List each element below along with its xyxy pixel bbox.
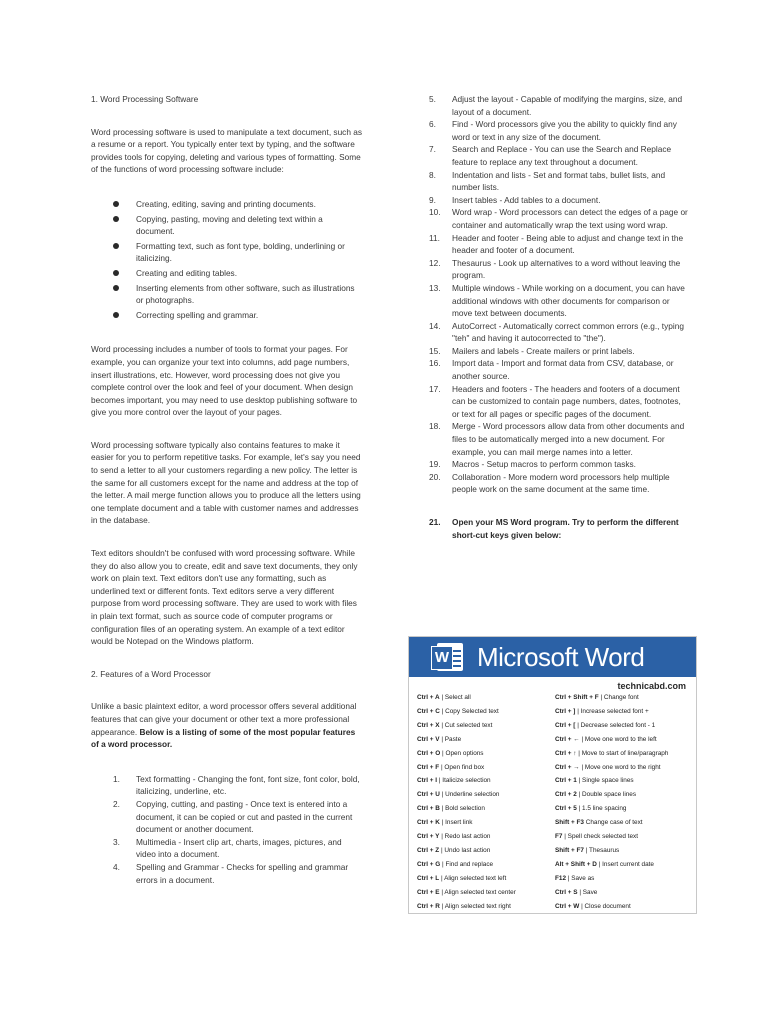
paragraph-repetitive-tasks: Word processing software typically also contains features to make it easier for you to perform repetitive tasks. For example, let's say you need to send a letter to all your customers regarding a new policy. The letter is the same for all customers except for the name and address at the top of the letter. A mail merge function allows you to produce all the letters using one template document and a table with customer names and addresses in the database.: [91, 439, 361, 526]
paragraph-features-intro: Unlike a basic plaintext editor, a word processor offers several additional features that can give your document or other text a more professional appearance. Below is a listing of some of the most popular features of a word processor.: [91, 701, 357, 750]
shortcut-row: Ctrl + G | Find and replace: [417, 860, 494, 868]
list-item: 17. Headers and footers - The headers and footers of a document can be customized to contain page numbers, dates, footnotes, or text for all pages or specific pages of the document.: [429, 383, 681, 419]
list-item: 10. Word wrap - Word processors can detect the edges of a page or container and automatically wrap the text using word wrap.: [429, 207, 688, 230]
list-item: 8. Indentation and lists - Set and format tabs, bullet lists, and number lists.: [429, 169, 666, 193]
list-item: Creating and editing tables.: [91, 267, 363, 280]
shortcut-title: Microsoft Word: [477, 642, 645, 672]
bullet-icon: [113, 285, 119, 291]
shortcut-row: Ctrl + X | Cut selected text: [417, 721, 493, 729]
ms-word-logo-icon: W: [437, 643, 463, 671]
shortcut-row: Shift + F7 | Thesaurus: [555, 846, 620, 854]
list-item: 4. Spelling and Grammar - Checks for spelling and grammar errors in a document.: [113, 861, 349, 885]
list-item: Creating, editing, saving and printing documents.: [91, 198, 363, 211]
list-item: Inserting elements from other software, such as illustrations or photographs.: [91, 282, 363, 307]
shortcut-row: Ctrl + A | Select all: [417, 694, 471, 701]
shortcut-list-right: [555, 691, 697, 914]
list-item: 1. Text formatting - Changing the font, font size, font color, bold, italicizing, underline, etc.: [113, 773, 360, 797]
shortcut-row: Ctrl + [ | Decrease selected font - 1: [555, 721, 656, 729]
shortcut-row: Ctrl + F | Open find box: [417, 763, 485, 771]
word-shortcuts-image: [408, 636, 697, 914]
list-item: 15. Mailers and labels - Create mailers or print labels.: [429, 345, 635, 356]
shortcut-list-left: [417, 691, 557, 914]
features-list-left: [91, 773, 363, 886]
paragraph-text-editors: Text editors shouldn't be confused with word processing software. While they do also allow you to create, edit and save text documents, they only work on plain text. Text editors don't use any formatting, such as underlined text or different fonts. Text editors serve a very different purpose from word processing software. They are used to work with files in plain text format, such as source code of computer programs or configuration files of an operating system. An example of a text editor would be Notepad on the Windows platform.: [91, 548, 358, 647]
list-item: 12. Thesaurus - Look up alternatives to a word without leaving the program.: [429, 257, 681, 281]
list-item: 14. AutoCorrect - Automatically correct common errors (e.g., typing "teh" and having it autocorrected to "the").: [429, 320, 684, 344]
bullet-icon: [113, 216, 119, 222]
shortcut-row: Ctrl + 5 | 1.5 line spacing: [555, 805, 627, 813]
functions-bullet-list: [91, 198, 363, 321]
site-label: technicabd.com: [617, 681, 686, 691]
shortcut-row: Ctrl + K | Insert link: [417, 819, 473, 827]
intro-paragraph: Word processing software is used to manipulate a text document, such as a resume or a report. You typically enter text by typing, and the software provides tools for copying, deleting and various types of formatting. Some of the functions of word processing software include:: [91, 126, 363, 175]
shortcut-row: Ctrl + S | Save: [555, 888, 598, 896]
list-item: 3. Multimedia - Insert clip art, charts, images, pictures, and video into a document.: [113, 836, 342, 860]
shortcut-row: Ctrl + ] | Increase selected font +: [555, 707, 649, 715]
shortcut-row: Ctrl + Y | Redo last action: [417, 833, 491, 841]
left-column: [91, 93, 363, 886]
shortcut-row: F7 | Spell check selected text: [555, 833, 639, 841]
bullet-icon: [113, 270, 119, 276]
shortcut-row: F12 | Save as: [555, 874, 595, 882]
list-item: 9. Insert tables - Add tables to a document.: [429, 194, 601, 205]
list-item: 16. Import data - Import and format data from CSV, database, or another source.: [429, 358, 674, 382]
heading-word-processing-software: 1. Word Processing Software: [91, 94, 199, 104]
list-item: 6. Find - Word processors give you the ability to quickly find any word or text in any size of the document.: [429, 119, 677, 142]
list-item: 5. Adjust the layout - Capable of modifying the margins, size, and layout of a document.: [429, 94, 683, 117]
list-item: 2. Copying, cutting, and pasting - Once text is entered into a document, it can be copied or cut and pasted in the current document or another document.: [113, 798, 353, 835]
shortcut-row: Ctrl + ↑ | Move to start of line/paragraph: [555, 749, 669, 757]
shortcut-row: Ctrl + ← | Move one word to the left: [555, 735, 657, 743]
features-list-right: [424, 93, 688, 541]
list-item: 20. Collaboration - More modern word processors help multiple people work on the same document at the same time.: [429, 471, 670, 495]
shortcut-row: Ctrl + Z | Undo last action: [417, 846, 491, 854]
heading-features: 2. Features of a Word Processor: [91, 668, 211, 679]
list-item: 19. Macros - Setup macros to perform common tasks.: [429, 459, 636, 470]
shortcut-row: Ctrl + U | Underline selection: [417, 791, 500, 799]
shortcut-row: Ctrl + R | Align selected text right: [417, 902, 511, 910]
list-item: Copying, pasting, moving and deleting text within a document.: [91, 213, 363, 238]
shortcut-row: Ctrl + L | Align selected text left: [417, 874, 507, 882]
shortcut-row: Ctrl + B | Bold selection: [417, 805, 485, 813]
list-item: Formatting text, such as font type, bolding, underlining or italicizing.: [91, 240, 363, 265]
list-item: 11. Header and footer - Being able to adjust and change text in the header and footer of a document.: [429, 232, 684, 256]
shortcut-row: Ctrl + 2 | Double space lines: [555, 791, 637, 799]
shortcut-row: Ctrl + 1 | Single space lines: [555, 777, 634, 785]
bullet-icon: [113, 312, 119, 318]
shortcut-row: Ctrl + V | Paste: [417, 735, 462, 743]
shortcut-banner: [409, 637, 696, 677]
shortcut-row: Ctrl + W | Close document: [555, 902, 631, 910]
bullet-icon: [113, 201, 119, 207]
right-column: [424, 93, 688, 541]
shortcut-row: Ctrl + E | Align selected text center: [417, 888, 516, 896]
paragraph-formatting-tools: Word processing includes a number of tools to format your pages. For example, you can organize your text into columns, add page numbers, insert illustrations, etc. However, word processing does not give you complete control over the look and feel of your document. When design becomes important, you may need to use desktop publishing software to give you more control over the layout of your pages.: [91, 344, 358, 418]
list-item: 7. Search and Replace - You can use the Search and Replace feature to replace any text throughout a document.: [429, 144, 672, 167]
list-item: 13. Multiple windows - While working on a document, you can have additional windows with other documents for comparison or move text between documents.: [429, 282, 685, 319]
shortcut-row: Ctrl + Shift + F | Change font: [555, 694, 639, 701]
list-item: Correcting spelling and grammar.: [91, 309, 363, 322]
shortcut-row: Ctrl + → | Move one word to the right: [555, 763, 661, 771]
shortcut-row: Ctrl + I | Italicize selection: [417, 777, 491, 785]
list-item-exercise: 21. Open your MS Word program. Try to perform the different short-cut keys given below:: [429, 517, 679, 540]
shortcut-row: Ctrl + C | Copy Selected text: [417, 707, 499, 715]
shortcut-row: Shift + F3 Change case of text: [555, 819, 643, 827]
list-item: 18. Merge - Word processors allow data from other documents and files to be automatically merged into a new document. For example, you can mail merge names into a letter.: [429, 421, 685, 457]
shortcut-row: Alt + Shift + D | Insert current date: [555, 860, 654, 868]
bullet-icon: [113, 243, 119, 249]
shortcut-row: Ctrl + O | Open options: [417, 749, 484, 757]
